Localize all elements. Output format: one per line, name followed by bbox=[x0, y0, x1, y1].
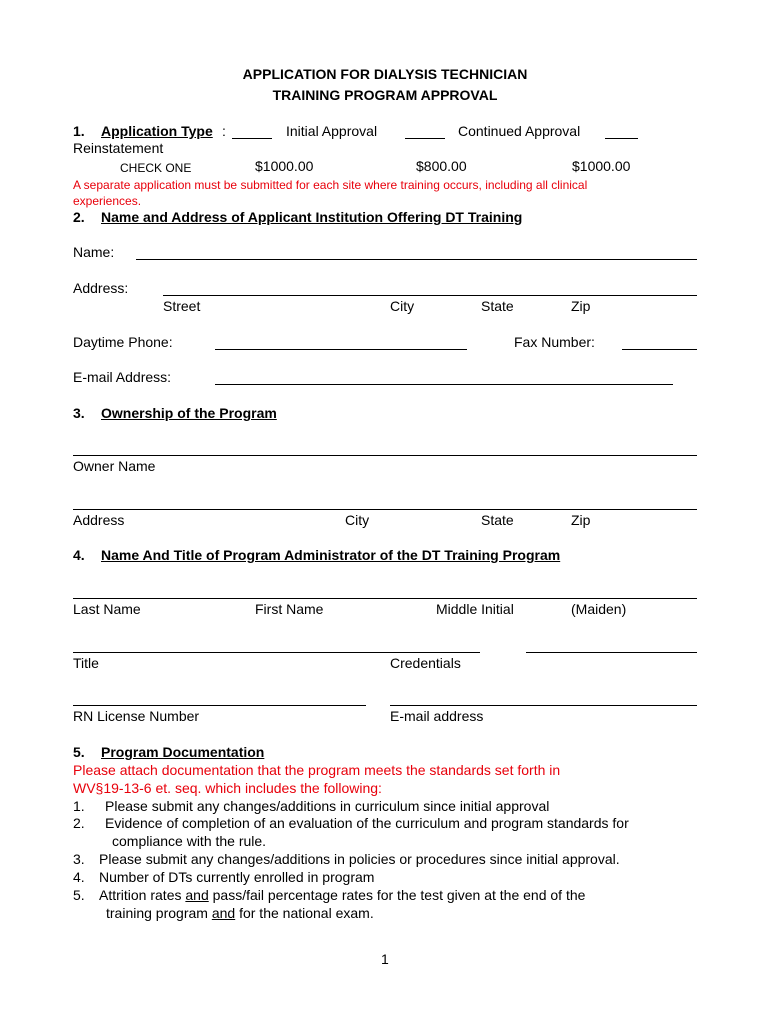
owner-state-caption: State bbox=[481, 512, 514, 528]
administrator-email-field-line[interactable] bbox=[390, 705, 697, 706]
section1-colon: : bbox=[222, 123, 226, 139]
continued-approval-check-line[interactable] bbox=[405, 138, 445, 139]
owner-zip-caption: Zip bbox=[571, 512, 591, 528]
document-title-line2: TRAINING PROGRAM APPROVAL bbox=[272, 87, 498, 103]
doc-item-1-text: Please submit any changes/additions in curriculum since initial approval bbox=[105, 798, 550, 814]
owner-address-caption: Address bbox=[73, 512, 125, 528]
doc-item-3-number: 3. bbox=[73, 851, 85, 867]
section1-number: 1. bbox=[73, 123, 85, 139]
doc-item-4-text: Number of DTs currently enrolled in program bbox=[99, 869, 375, 885]
address-label: Address: bbox=[73, 280, 129, 296]
section2-number: 2. bbox=[73, 209, 85, 225]
documentation-intro: Please attach documentation that the program meets the standards set forth in bbox=[73, 762, 561, 778]
doc-item-5-number: 5. bbox=[73, 887, 85, 903]
middle-initial-caption: Middle Initial bbox=[436, 601, 514, 617]
first-name-caption: First Name bbox=[255, 601, 324, 617]
price-initial: $1000.00 bbox=[255, 158, 314, 174]
owner-address-field-line[interactable] bbox=[73, 509, 697, 510]
doc-item-2-number: 2. bbox=[73, 815, 85, 831]
owner-name-caption: Owner Name bbox=[73, 458, 156, 474]
owner-name-field-line[interactable] bbox=[73, 455, 697, 456]
name-field-line[interactable] bbox=[136, 259, 697, 260]
price-continued: $800.00 bbox=[416, 158, 467, 174]
doc-item-5-line2-pre: training program bbox=[106, 905, 212, 921]
owner-city-caption: City bbox=[345, 512, 370, 528]
street-caption: Street bbox=[163, 298, 201, 314]
doc-item-1-number: 1. bbox=[73, 798, 85, 814]
title-caption: Title bbox=[73, 655, 99, 671]
fax-number-field-line[interactable] bbox=[622, 349, 697, 350]
documentation-intro-cont: WV§19-13-6 et. seq. which includes the following: bbox=[73, 780, 382, 796]
doc-item-5-and: and bbox=[185, 887, 209, 903]
section1-heading: Application Type bbox=[101, 123, 213, 139]
page-number: 1 bbox=[381, 951, 389, 967]
name-label: Name: bbox=[73, 244, 115, 260]
state-caption: State bbox=[481, 298, 514, 314]
section4-number: 4. bbox=[73, 547, 85, 563]
city-caption: City bbox=[390, 298, 415, 314]
doc-item-2-text-cont: compliance with the rule. bbox=[112, 833, 267, 849]
rn-license-field-line[interactable] bbox=[73, 705, 366, 706]
section5-heading: Program Documentation bbox=[101, 744, 265, 760]
doc-item-5-text bbox=[99, 887, 585, 904]
doc-item-5-and-2: and bbox=[211, 905, 236, 921]
credentials-field-line[interactable] bbox=[526, 652, 697, 653]
doc-item-5-text-cont bbox=[106, 905, 374, 922]
fax-number-label: Fax Number: bbox=[514, 334, 595, 350]
section5-number: 5. bbox=[73, 744, 85, 760]
section3-number: 3. bbox=[73, 405, 85, 421]
zip-caption: Zip bbox=[571, 298, 591, 314]
address-field-line[interactable] bbox=[163, 295, 697, 296]
doc-item-2-text: Evidence of completion of an evaluation of the curriculum and program standards for bbox=[105, 815, 629, 831]
separate-application-note-cont: experiences. bbox=[73, 194, 142, 208]
initial-approval-check-line[interactable] bbox=[232, 138, 272, 139]
doc-item-5-pre: Attrition rates bbox=[99, 887, 186, 903]
section4-heading: Name And Title of Program Administrator of the DT Training Program bbox=[101, 547, 561, 563]
administrator-email-caption: E-mail address bbox=[390, 708, 484, 724]
price-reinstatement: $1000.00 bbox=[572, 158, 631, 174]
rn-license-caption: RN License Number bbox=[73, 708, 200, 724]
document-title-line1: APPLICATION FOR DIALYSIS TECHNICIAN bbox=[242, 66, 528, 82]
option-initial-approval: Initial Approval bbox=[286, 123, 378, 139]
section3-heading: Ownership of the Program bbox=[101, 405, 277, 421]
doc-item-5-mid: pass/fail percentage rates for the test given at the end of the bbox=[208, 887, 586, 903]
title-field-line[interactable] bbox=[73, 652, 480, 653]
section2-heading: Name and Address of Applicant Institution Offering DT Training bbox=[101, 209, 523, 225]
doc-item-4-number: 4. bbox=[73, 869, 85, 885]
email-address-label: E-mail Address: bbox=[73, 369, 172, 385]
administrator-name-field-line[interactable] bbox=[73, 598, 697, 599]
maiden-caption: (Maiden) bbox=[571, 601, 627, 617]
separate-application-note: A separate application must be submitted for each site where training occurs, including all clinical bbox=[73, 178, 588, 192]
check-one-label: CHECK ONE bbox=[120, 161, 192, 175]
doc-item-5-line2-post: for the national exam. bbox=[235, 905, 374, 921]
option-continued-approval: Continued Approval bbox=[458, 123, 581, 139]
option-reinstatement: Reinstatement bbox=[73, 140, 164, 156]
last-name-caption: Last Name bbox=[73, 601, 141, 617]
email-address-field-line[interactable] bbox=[215, 384, 673, 385]
reinstatement-check-line[interactable] bbox=[605, 138, 638, 139]
daytime-phone-field-line[interactable] bbox=[215, 349, 467, 350]
daytime-phone-label: Daytime Phone: bbox=[73, 334, 173, 350]
doc-item-3-text: Please submit any changes/additions in policies or procedures since initial approval. bbox=[99, 851, 620, 867]
credentials-caption: Credentials bbox=[390, 655, 461, 671]
